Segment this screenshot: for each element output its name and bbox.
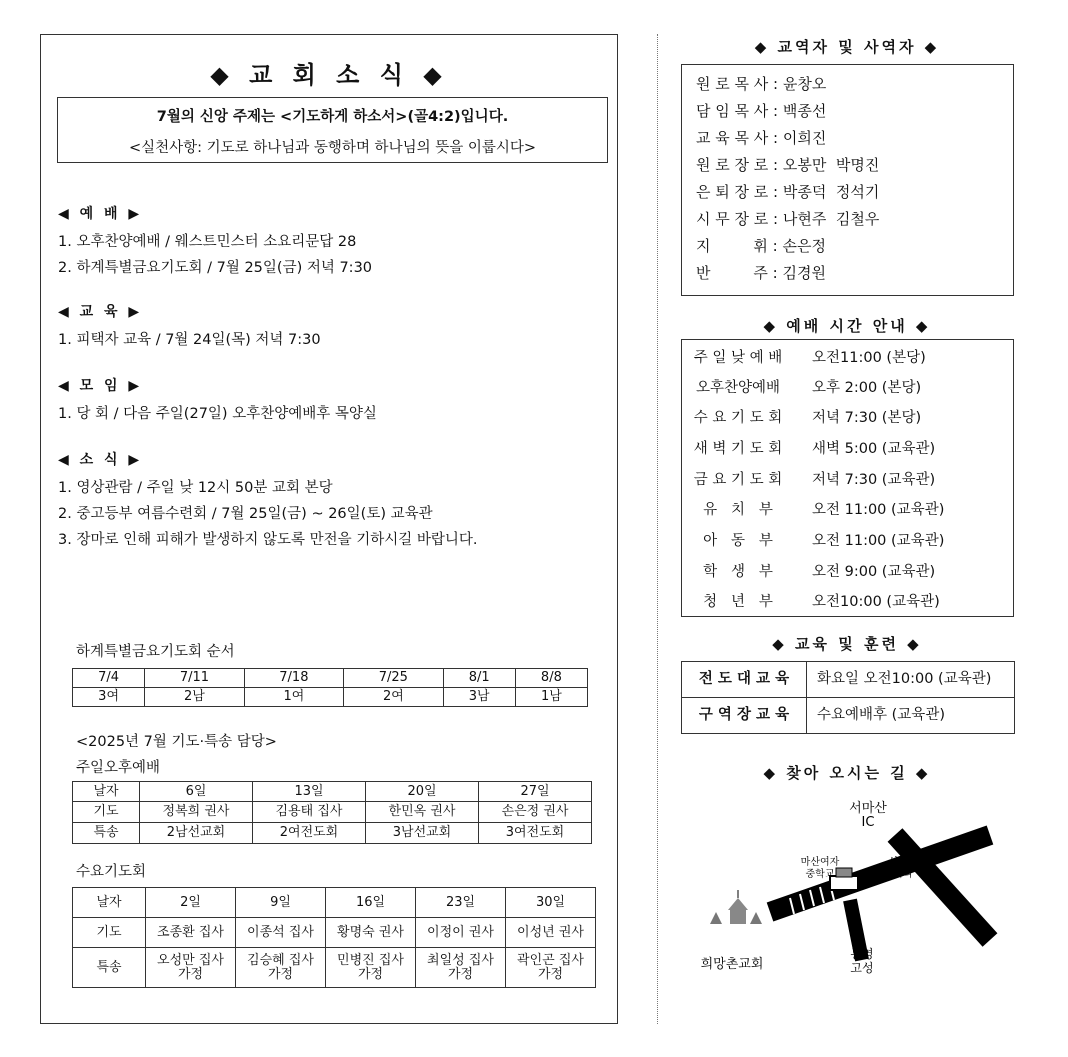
staff-row-6: 시 무 장 로 : 나현주 김철우 (696, 210, 880, 228)
service-name: 오후찬양예배 (695, 380, 781, 396)
table-cell: 9일 (236, 888, 326, 918)
table-cell: 7/11 (145, 669, 244, 688)
friday-prayer-table (72, 668, 588, 707)
news-item-1: 1. 영상관람 / 주일 낮 12시 50분 교회 본당 (58, 480, 333, 496)
theme-line-2: <실천사항: 기도로 하나님과 동행하며 하나님의 뜻을 이룹시다> (128, 140, 536, 156)
staff-names: 박종덕 정석기 (782, 183, 880, 201)
map-label-church: 희망촌교회 (700, 957, 764, 972)
service-time-box (681, 339, 1014, 617)
table-cell: 13일 (253, 782, 366, 802)
staff-role: 반 주 (696, 264, 768, 282)
table-cell: 16일 (326, 888, 416, 918)
table-cell: 화요일 오전10:00 (교육관) (807, 662, 1015, 698)
table-cell: 7/25 (344, 669, 443, 688)
service-time-title: ◆ 예배 시간 안내 ◆ (763, 317, 931, 335)
meeting-item-1: 1. 당 회 / 다음 주일(27일) 오후찬양예배후 목양실 (58, 406, 377, 422)
staff-names: 이희진 (782, 129, 827, 147)
worship-item-2: 2. 하계특별금요기도회 / 7월 25일(금) 저녁 7:30 (58, 260, 373, 276)
column-divider (657, 34, 658, 1024)
staff-names: 김경원 (782, 264, 826, 282)
staff-box (681, 64, 1014, 296)
staff-row-4: 원 로 장 로 : 오봉만 박명진 (696, 156, 880, 174)
table-cell: 정복희 권사 (140, 802, 253, 823)
table-cell: 이정이 권사 (416, 918, 506, 948)
service-time: 새벽 5:00 (교육관) (812, 441, 936, 457)
table-cell: 날자 (73, 782, 140, 802)
staff-row-5: 은 퇴 장 로 : 박종덕 정석기 (696, 183, 880, 201)
wednesday-duty-table (72, 887, 596, 988)
theme-line-1: 7월의 신앙 주제는 <기도하게 하소서>(골4:2)입니다. (156, 109, 509, 125)
friday-prayer-title: 하계특별금요기도회 순서 (76, 644, 235, 660)
table-cell: 8/1 (443, 669, 515, 688)
education-table (681, 661, 1015, 734)
education-item-1: 1. 피택자 교육 / 7월 24일(목) 저녁 7:30 (58, 332, 321, 348)
staff-row-1: 원 로 목 사 : 윤창오 (696, 75, 827, 93)
table-cell: 손은정 권사 (479, 802, 592, 823)
staff-row-3: 교 육 목 사 : 이희진 (696, 129, 827, 147)
staff-role: 은 퇴 장 로 (696, 183, 769, 201)
staff-role: 원 로 장 로 (696, 156, 769, 174)
table-cell: 김승혜 집사 가정 (236, 948, 326, 988)
table-cell: 한민옥 권사 (366, 802, 479, 823)
staff-names: 오봉만 박명진 (782, 156, 880, 174)
map-label-ic: 서마산 IC (849, 801, 887, 830)
service-time: 저녁 7:30 (본당) (812, 410, 922, 426)
service-name: 유 치 부 (703, 502, 773, 518)
wednesday-prayer-title: 수요기도회 (76, 864, 147, 880)
table-cell: 황명숙 권사 (326, 918, 416, 948)
staff-names: 윤창오 (782, 75, 827, 93)
table-cell: 23일 (416, 888, 506, 918)
service-time: 오후 2:00 (본당) (812, 380, 922, 396)
staff-role: 원 로 목 사 (696, 75, 769, 93)
map-label-crossroad: 석전 사거리 (883, 857, 913, 880)
sunday-duty-table (72, 781, 592, 844)
table-cell: 조종환 집사 (146, 918, 236, 948)
table-cell: 특송 (73, 823, 140, 844)
table-cell: 2남 (145, 688, 244, 707)
prayer-duty-title: <2025년 7월 기도·특송 담당> (76, 734, 277, 750)
staff-names: 손은정 (782, 237, 826, 255)
staff-title: ◆ 교역자 및 사역자 ◆ (754, 38, 940, 56)
service-time: 오전10:00 (교육관) (812, 594, 940, 610)
service-time: 오전 9:00 (교육관) (812, 564, 936, 580)
worship-item-1: 1. 오후찬양예배 / 웨스트민스터 소요리문답 28 (58, 234, 357, 250)
directions-map (690, 790, 1030, 990)
table-cell: 20일 (366, 782, 479, 802)
table-cell: 기도 (73, 802, 140, 823)
directions-title: ◆ 찾아 오시는 길 ◆ (763, 764, 931, 782)
service-time: 저녁 7:30 (교육관) (812, 472, 936, 488)
service-name: 수 요 기 도 회 (693, 410, 783, 426)
table-cell: 전 도 대 교 육 (682, 662, 807, 698)
news-item-2: 2. 중고등부 여름수련회 / 7월 25일(금) ~ 26일(토) 교육관 (58, 506, 433, 522)
section-education-heading: ◀ 교 육 ▶ (58, 304, 143, 320)
service-time: 오전 11:00 (교육관) (812, 502, 945, 518)
map-label-direction: 통영 고성 (850, 947, 874, 975)
table-cell: 오성만 집사 가정 (146, 948, 236, 988)
news-item-3: 3. 장마로 인해 피해가 발생하지 않도록 만전을 기하시길 바랍니다. (58, 532, 478, 548)
service-time: 오전11:00 (본당) (812, 350, 926, 366)
table-cell: 3여 (73, 688, 145, 707)
table-cell: 2일 (146, 888, 236, 918)
church-icon (710, 890, 762, 924)
table-cell: 곽인곤 집사 가정 (506, 948, 596, 988)
church-news-title: ◆ 교 회 소 식 ◆ (210, 61, 448, 89)
table-cell: 이성년 권사 (506, 918, 596, 948)
staff-role: 교 육 목 사 (696, 129, 769, 147)
table-cell: 2여 (344, 688, 443, 707)
staff-row-2: 담 임 목 사 : 백종선 (696, 102, 827, 120)
table-cell: 김용태 집사 (253, 802, 366, 823)
service-name: 학 생 부 (703, 564, 773, 580)
table-cell: 7/18 (244, 669, 343, 688)
table-cell: 날자 (73, 888, 146, 918)
table-cell: 구 역 장 교 육 (682, 698, 807, 734)
table-cell: 27일 (479, 782, 592, 802)
table-cell: 최일성 집사 가정 (416, 948, 506, 988)
service-time: 오전 11:00 (교육관) (812, 533, 945, 549)
table-cell: 기도 (73, 918, 146, 948)
staff-role: 담 임 목 사 (696, 102, 769, 120)
staff-names: 나현주 김철우 (782, 210, 880, 228)
service-name: 주 일 낮 예 배 (693, 350, 783, 366)
service-name: 금 요 기 도 회 (693, 472, 783, 488)
service-name: 아 동 부 (703, 533, 773, 549)
table-cell: 30일 (506, 888, 596, 918)
service-name: 새 벽 기 도 회 (693, 441, 783, 457)
section-meeting-heading: ◀ 모 임 ▶ (58, 378, 143, 394)
education-title: ◆ 교육 및 훈련 ◆ (772, 635, 922, 653)
table-cell: 수요예배후 (교육관) (807, 698, 1015, 734)
monthly-theme-box (57, 97, 608, 163)
table-cell: 3남 (443, 688, 515, 707)
table-cell: 8/8 (515, 669, 587, 688)
map-label-school: 마산여자 중학교 (800, 857, 840, 880)
table-cell: 이종석 집사 (236, 918, 326, 948)
sunday-afternoon-title: 주일오후예배 (76, 760, 161, 776)
section-worship-heading: ◀ 예 배 ▶ (58, 206, 143, 222)
staff-role: 지 휘 (696, 237, 768, 255)
table-cell: 1남 (515, 688, 587, 707)
table-cell: 3여전도회 (479, 823, 592, 844)
service-name: 청 년 부 (703, 594, 773, 610)
staff-row-7: 지 휘 : 손은정 (696, 237, 826, 255)
staff-row-8: 반 주 : 김경원 (696, 264, 826, 282)
section-news-heading: ◀ 소 식 ▶ (58, 452, 143, 468)
table-cell: 3남선교회 (366, 823, 479, 844)
table-cell: 1여 (244, 688, 343, 707)
table-cell: 민병진 집사 가정 (326, 948, 416, 988)
staff-role: 시 무 장 로 (696, 210, 769, 228)
table-cell: 특송 (73, 948, 146, 988)
staff-names: 백종선 (782, 102, 827, 120)
main-road (770, 835, 990, 960)
table-cell: 7/4 (73, 669, 145, 688)
table-cell: 6일 (140, 782, 253, 802)
table-cell: 2남선교회 (140, 823, 253, 844)
table-cell: 2여전도회 (253, 823, 366, 844)
